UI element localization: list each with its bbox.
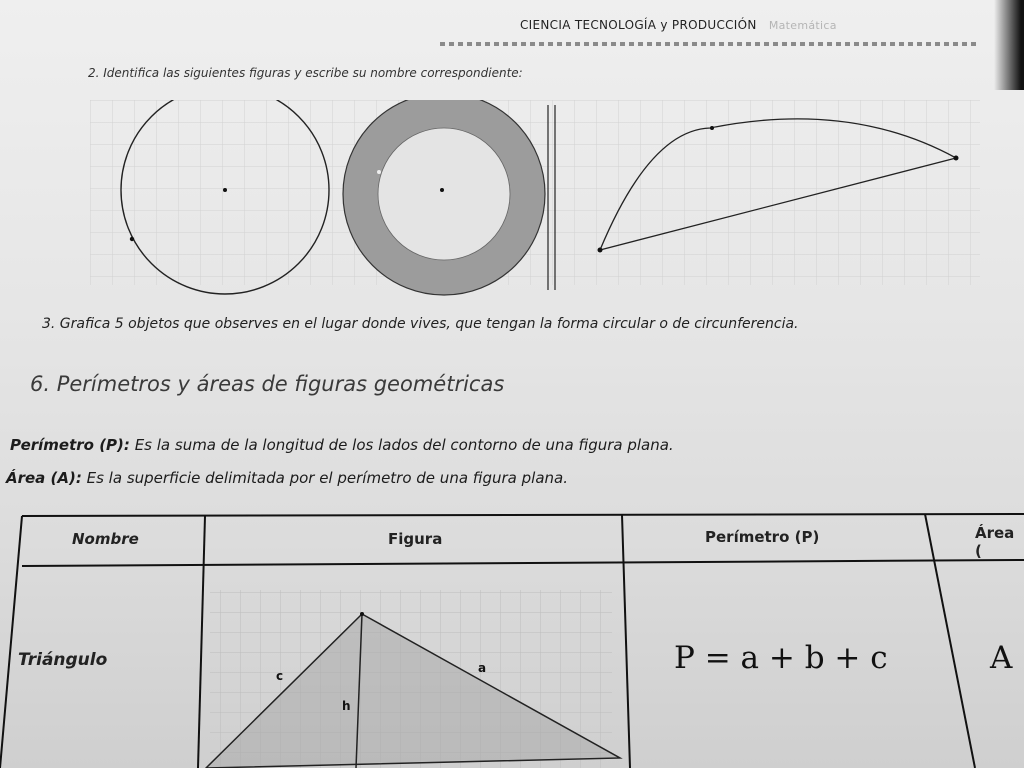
header-dashed-line bbox=[440, 42, 980, 46]
table-divider-2 bbox=[622, 515, 630, 768]
cell-nombre-triangulo: Triángulo bbox=[18, 650, 108, 670]
header-area: Área ( bbox=[975, 524, 1015, 560]
definition-perimetro bbox=[10, 436, 674, 454]
figures-panel bbox=[90, 100, 990, 300]
perimetro-term: Perímetro (P): bbox=[10, 436, 130, 454]
table-top-border bbox=[22, 514, 1024, 516]
header-perimetro: Perímetro (P) bbox=[705, 528, 820, 546]
area-text: Es la superficie delimitada por el perímetro de una figura plana. bbox=[86, 469, 568, 487]
ring-center-point bbox=[440, 188, 444, 192]
cell-area-formula: A bbox=[990, 640, 1013, 676]
area-term: Área (A): bbox=[6, 469, 82, 487]
triangle-apex-point bbox=[360, 612, 364, 616]
page-edge-shadow bbox=[994, 0, 1024, 90]
circular-ring-inner bbox=[378, 128, 510, 260]
definition-area bbox=[6, 469, 568, 487]
triangle-side-a-label: a bbox=[478, 661, 487, 675]
cell-perimetro-formula: P = a + b + c bbox=[674, 640, 888, 676]
question-2: 2. Identifica las siguientes figuras y escribe su nombre correspondiente: bbox=[88, 66, 523, 80]
question-3: 3. Grafica 5 objetos que observes en el lugar donde vives, que tengan la forma circular o de circunferencia. bbox=[42, 316, 799, 332]
section-title: 6. Perímetros y áreas de figuras geométricas bbox=[30, 372, 505, 396]
segment-point-a bbox=[598, 248, 603, 253]
triangle-side-c-label: c bbox=[276, 669, 284, 683]
table-left-border bbox=[0, 516, 22, 768]
header-subject: Matemática bbox=[768, 19, 837, 32]
table-divider-3 bbox=[925, 514, 975, 768]
header-title: CIENCIA TECNOLOGÍA y PRODUCCIÓN bbox=[520, 18, 757, 32]
segment-point-c bbox=[710, 126, 714, 130]
circumference-point bbox=[130, 237, 134, 241]
segment-point-b bbox=[954, 156, 959, 161]
table-divider-1 bbox=[198, 516, 205, 768]
ring-point bbox=[377, 170, 381, 174]
page-header bbox=[520, 18, 837, 32]
header-figura: Figura bbox=[388, 530, 443, 548]
triangle-height-label: h bbox=[342, 699, 351, 713]
perimetro-text: Es la suma de la longitud de los lados del contorno de una figura plana. bbox=[134, 436, 674, 454]
header-nombre: Nombre bbox=[72, 530, 139, 548]
circumference-center-point bbox=[223, 188, 227, 192]
table-header-border bbox=[22, 560, 1024, 566]
